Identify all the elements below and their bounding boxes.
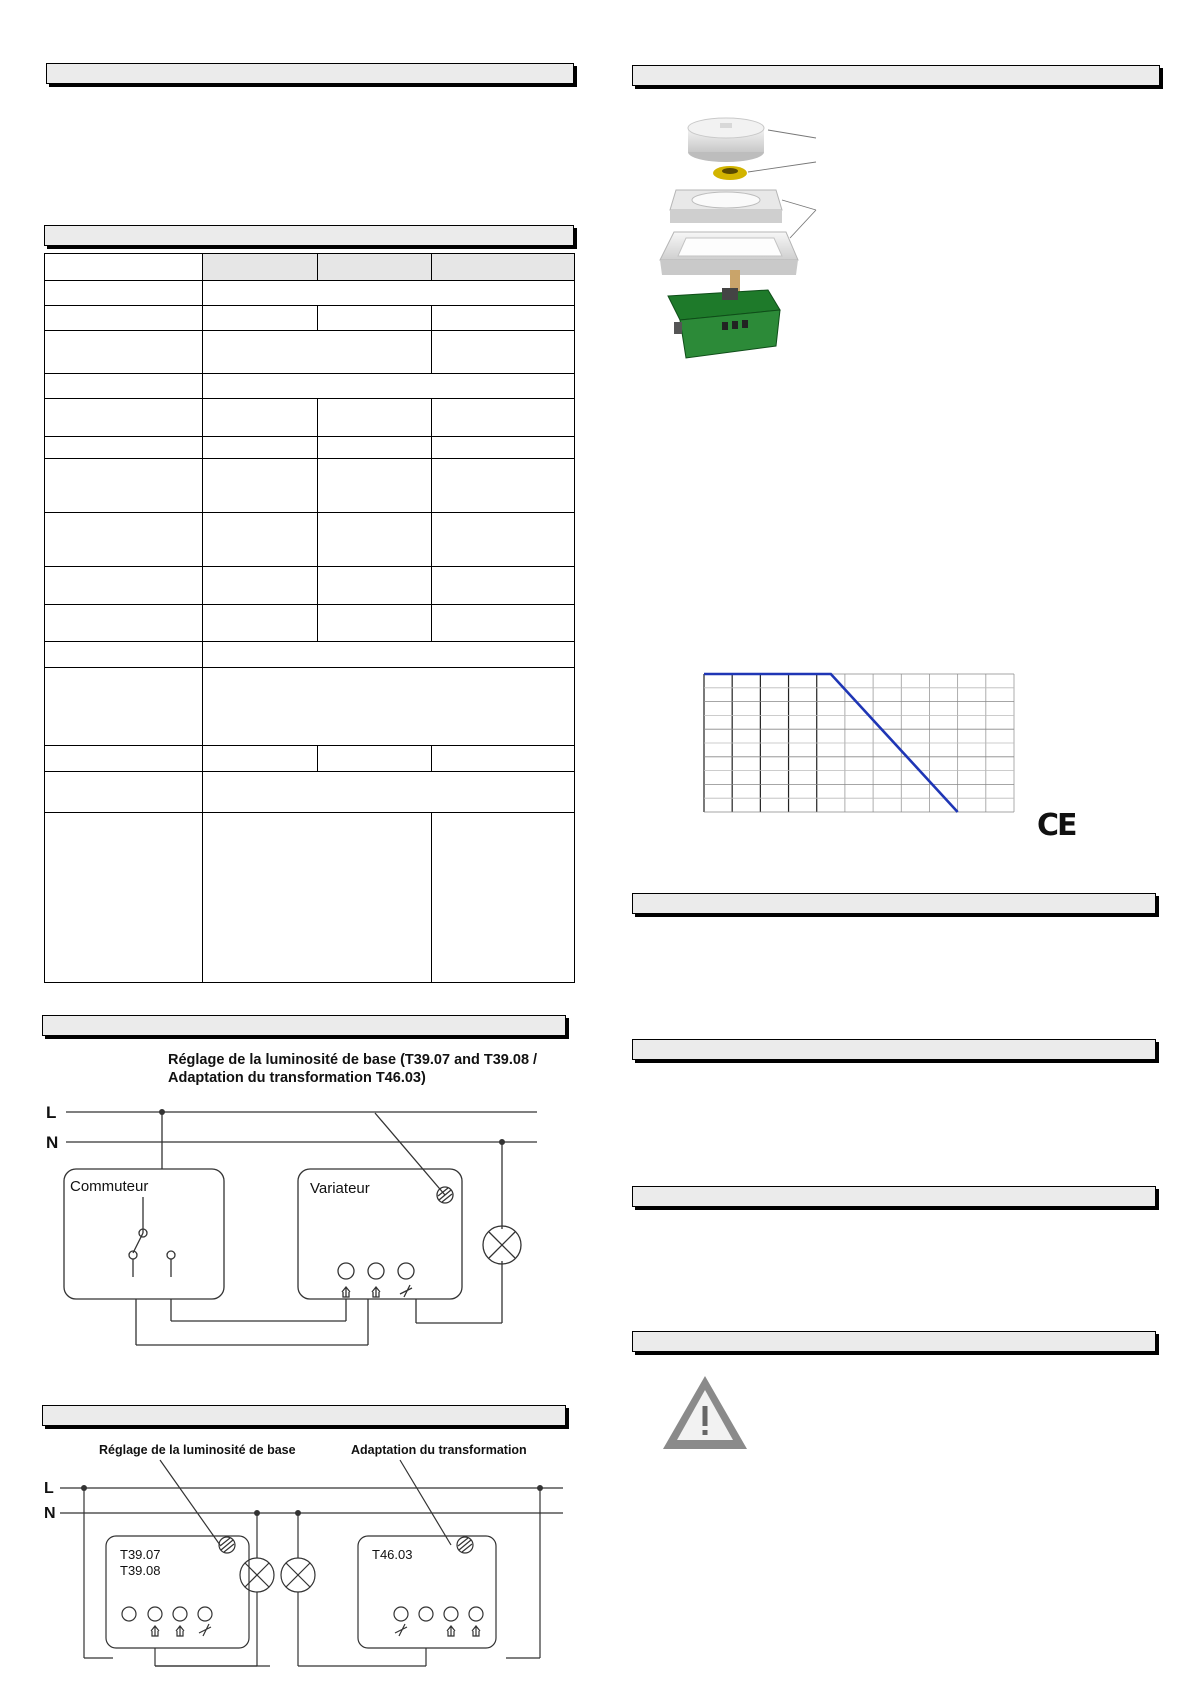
table-row (45, 642, 575, 668)
diagram2-label-transform: Adaptation du transformation (351, 1443, 527, 1457)
diagram1-title-line2: Adaptation du transformation T46.03) (168, 1070, 426, 1086)
technical-data-table (44, 253, 575, 983)
wiring-diagram-dual (40, 1438, 570, 1684)
diagram2-label-N: N (44, 1505, 56, 1522)
section-header-bar-2 (44, 225, 574, 246)
diagram1-switch-label: Commuteur (70, 1178, 149, 1195)
table-row (45, 567, 575, 605)
diagram2-dimmer1-line2: T39.08 (120, 1563, 161, 1578)
section-header-bar-4 (42, 1405, 566, 1426)
section-header-bar-7 (632, 1039, 1156, 1060)
table-row (45, 437, 575, 459)
dimmer-module-image (668, 270, 780, 358)
section-header-bar-1 (46, 63, 574, 84)
chart-grid (704, 674, 1014, 812)
table-row (45, 605, 575, 642)
table-row (45, 331, 575, 374)
table-row (45, 746, 575, 772)
section-header-bar-5 (632, 65, 1160, 86)
table-row (45, 513, 575, 567)
diagram2-label-L: L (44, 1480, 54, 1497)
table-row (45, 374, 575, 399)
diagram2-dimmer2-label: T46.03 (372, 1547, 413, 1562)
table-row (45, 281, 575, 306)
section-header-bar-9 (632, 1331, 1156, 1352)
table-row (45, 306, 575, 331)
table-row (45, 813, 575, 983)
warning-triangle-icon (660, 1373, 750, 1453)
section-header-bar-6 (632, 893, 1156, 914)
diagram2-label-brightness: Réglage de la luminosité de base (99, 1443, 296, 1457)
diagram2-dimmer1-line1: T39.07 (120, 1547, 161, 1562)
ce-mark: CE (1037, 808, 1076, 843)
wiring-diagram-single (40, 1045, 560, 1360)
table-row (45, 772, 575, 813)
knob-image (688, 118, 764, 162)
table-row (45, 459, 575, 513)
diagram1-dimmer-label: Variateur (310, 1180, 370, 1197)
derating-curve-chart (700, 668, 1020, 818)
inner-frame-image (670, 190, 782, 223)
diagram1-label-N: N (46, 1133, 59, 1152)
outer-frame-image (660, 232, 798, 275)
diagram1-title-line1: Réglage de la luminosité de base (T39.07 and T39.08 / (168, 1052, 538, 1068)
washer-image (713, 166, 747, 180)
table-row (45, 254, 575, 281)
table-row (45, 399, 575, 437)
exploded-product-view (650, 110, 850, 390)
section-header-bar-3 (42, 1015, 566, 1036)
table-row (45, 668, 575, 746)
section-header-bar-8 (632, 1186, 1156, 1207)
diagram1-label-L: L (46, 1103, 57, 1122)
